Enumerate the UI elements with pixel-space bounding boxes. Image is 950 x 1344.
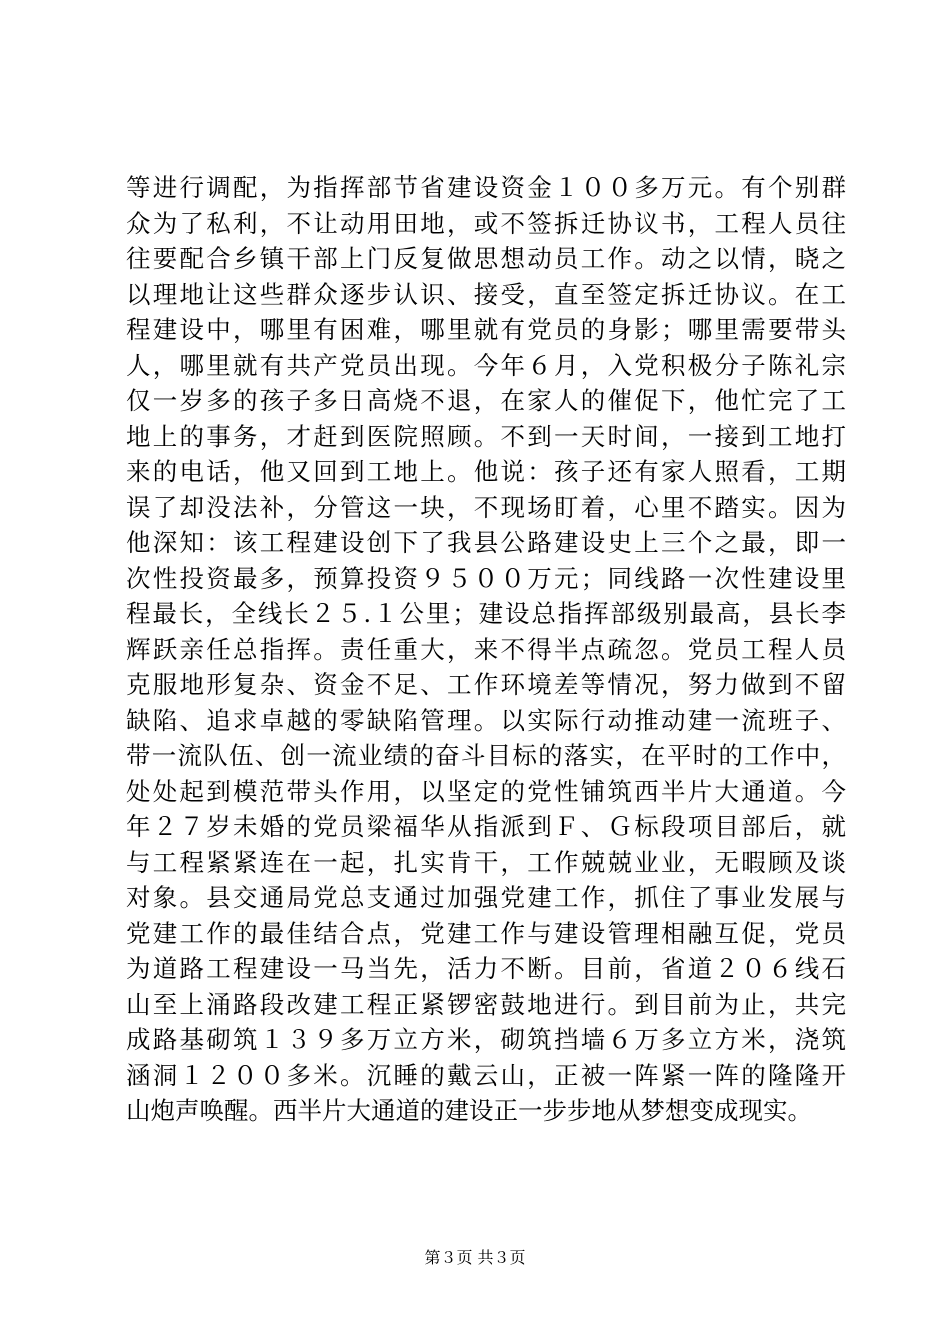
text-line: 涵洞１２００多米。沉睡的戴云山，正被一阵紧一阵的隆隆开 bbox=[126, 1060, 846, 1090]
text-line: 误了却没法补，分管这一块，不现场盯着，心里不踏实。因为 bbox=[126, 492, 846, 522]
text-line: 山至上涌路段改建工程正紧锣密鼓地进行。到目前为止，共完 bbox=[126, 989, 846, 1019]
page-number-footer: 第３页 共３页 bbox=[424, 1248, 526, 1267]
text-line: 成路基砌筑１３９多万立方米，砌筑挡墙６万多立方米，浇筑 bbox=[126, 1025, 846, 1054]
text-line: 克服地形复杂、资金不足、工作环境差等情况，努力做到不留 bbox=[126, 670, 846, 699]
text-line: 对象。县交通局党总支通过加强党建工作，抓住了事业发展与 bbox=[126, 883, 846, 912]
text-line: 年２７岁未婚的党员梁福华从指派到Ｆ、Ｇ标段项目部后，就 bbox=[126, 812, 846, 841]
text-line: 与工程紧紧连在一起，扎实肯干，工作兢兢业业，无暇顾及谈 bbox=[126, 847, 846, 877]
text-line: 程最长，全线长２５.１公里；建设总指挥部级别最高，县长李 bbox=[126, 599, 846, 628]
text-line: 次性投资最多，预算投资９５００万元；同线路一次性建设里 bbox=[126, 563, 846, 593]
text-line: 处处起到模范带头作用，以坚定的党性铺筑西半片大通道。今 bbox=[126, 776, 846, 806]
text-line: 党建工作的最佳结合点，党建工作与建设管理相融互促，党员 bbox=[126, 918, 846, 948]
text-line: 带一流队伍、创一流业绩的奋斗目标的落实，在平时的工作中， bbox=[126, 741, 846, 770]
text-line: 缺陷、追求卓越的零缺陷管理。以实际行动推动建一流班子、 bbox=[126, 705, 846, 735]
text-line: 为道路工程建设一马当先，活力不断。目前，省道２０６线石 bbox=[126, 954, 846, 983]
text-line: 众为了私利，不让动用田地，或不签拆迁协议书，工程人员往 bbox=[126, 208, 846, 238]
text-line: 来的电话，他又回到工地上。他说：孩子还有家人照看，工期 bbox=[126, 457, 846, 486]
body-paragraph bbox=[126, 170, 846, 1129]
text-line: 人，哪里就有共产党员出现。今年６月，入党积极分子陈礼宗 bbox=[126, 350, 846, 380]
text-line: 以理地让这些群众逐步认识、接受，直至签定拆迁协议。在工 bbox=[126, 279, 846, 309]
text-line: 往要配合乡镇干部上门反复做思想动员工作。动之以情，晓之 bbox=[126, 244, 846, 273]
text-line: 辉跃亲任总指挥。责任重大，来不得半点疏忽。党员工程人员 bbox=[126, 634, 846, 664]
text-line: 地上的事务，才赶到医院照顾。不到一天时间，一接到工地打 bbox=[126, 421, 846, 451]
text-line: 山炮声唤醒。西半片大通道的建设正一步步地从梦想变成现实。 bbox=[126, 1096, 812, 1125]
text-line: 仅一岁多的孩子多日高烧不退，在家人的催促下，他忙完了工 bbox=[126, 386, 846, 415]
text-line: 他深知：该工程建设创下了我县公路建设史上三个之最，即一 bbox=[126, 528, 846, 557]
text-line: 程建设中，哪里有困难，哪里就有党员的身影；哪里需要带头 bbox=[126, 315, 846, 344]
text-line: 等进行调配，为指挥部节省建设资金１００多万元。有个别群 bbox=[126, 173, 846, 202]
